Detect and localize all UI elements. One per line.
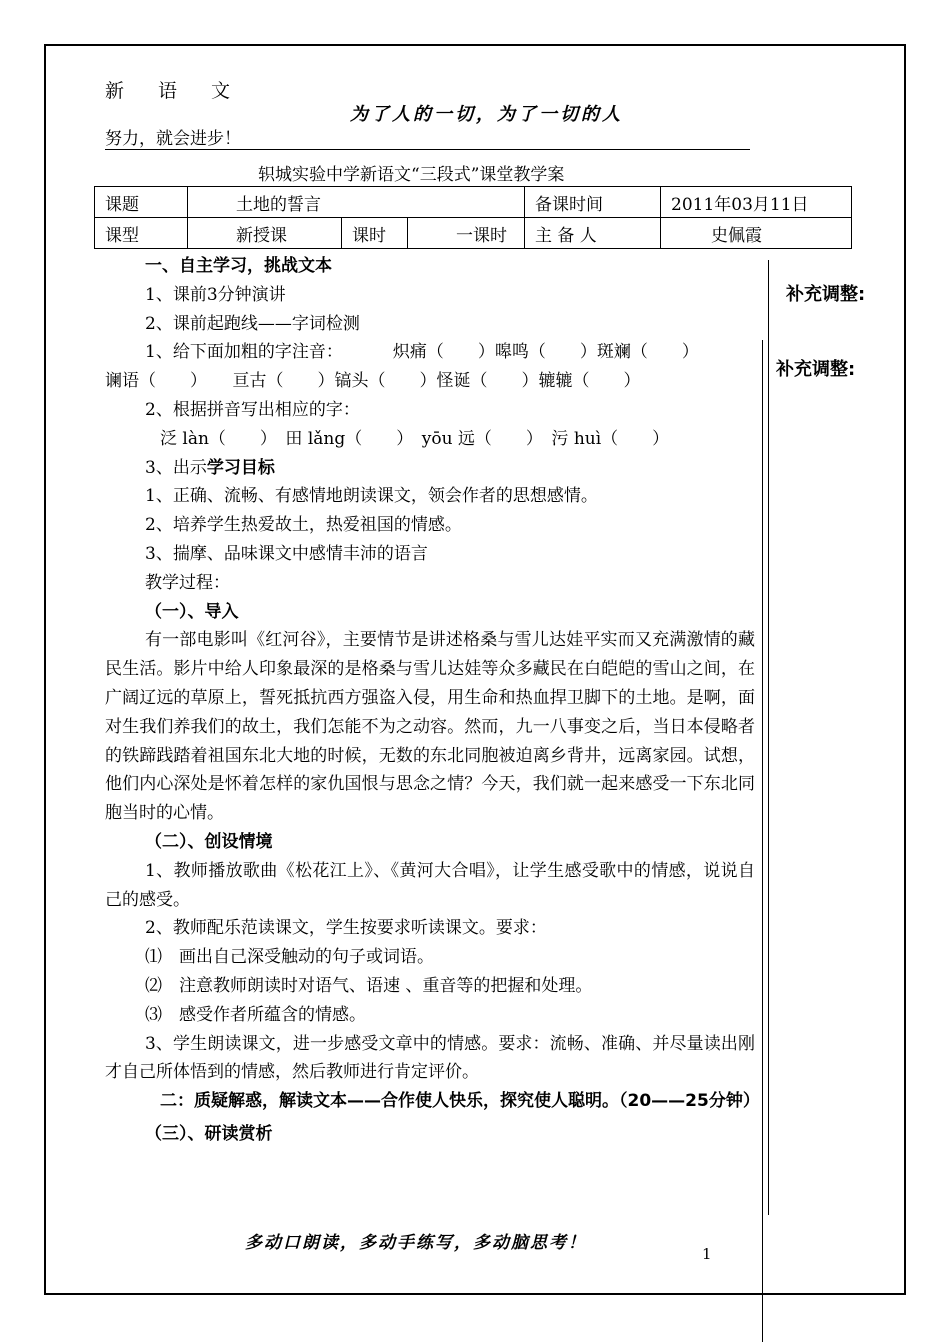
page-number: 1 — [702, 1245, 712, 1263]
q2-intro: 2、根据拼音写出相应的字： — [145, 399, 360, 420]
type-label: 课型 — [95, 218, 188, 249]
s1-item-1: 1、课前3分钟演讲 — [145, 284, 286, 305]
motto-text: 为了人的一切，为了一切的人 — [350, 104, 623, 125]
s1-item-3-prefix: 3、出示 — [145, 457, 207, 478]
period-value: 一课时 — [408, 218, 525, 249]
topic-label: 课题 — [95, 187, 188, 218]
footer-slogan: 多动口朗读，多动手练写，多动脑思考！ — [245, 1233, 587, 1253]
type-value: 新授课 — [188, 218, 342, 249]
s1-item-3 — [105, 454, 755, 483]
encouragement-text: 努力，就会进步！ — [105, 129, 241, 149]
lead-label: 主 备 人 — [525, 218, 661, 249]
prep-time-value: 2011年03月11日 — [661, 187, 852, 218]
q2-line: 泛 làn（ ） 田 lǎng（ ） yōu 远（ ） 污 huì（ ） — [160, 428, 670, 449]
intro-paragraph: 有一部电影叫《红河谷》，主要情节是讲述格桑与雪儿达娃平实而又充满激情的藏民生活。影片中给人印象最深的是格桑与雪儿达娃等众多藏民在白皑皑的雪山之间，在广阔辽远的草原上，誓死抵抗西方强盗入侵，用生命和热血捍卫脚下的土地。是啊，面对生我们养我们的故土，我们怎能不为之动容。然而，九一八事变之后，当日本侵略者的铁蹄践踏着祖国东北大地的时候，无数的东北同胞被迫离乡背井，远离家园。试想，他们内心深处是怀着怎样的家仇国恨与思念之情？今天，我们就一起来感受一下东北同胞当时的心情。 — [105, 630, 755, 824]
part-3-title: （三）、研读赏析 — [145, 1123, 273, 1144]
goal-1: 1、正确、流畅、有感情地朗读课文，领会作者的思想感情。 — [145, 486, 598, 507]
info-row-type — [95, 218, 852, 249]
requirement-1: ⑴ 画出自己深受触动的句子或词语。 — [145, 947, 434, 968]
q1-intro — [105, 338, 755, 367]
brand-header: 新语文 — [105, 80, 265, 102]
topic-value: 土地的誓言 — [188, 187, 525, 218]
supplement-note-2: 补充调整: — [776, 359, 856, 380]
info-row-topic — [95, 187, 852, 218]
q1-line-2: 谰语（ ） 亘古（ ）镐头（ ）怪诞（ ）辘辘（ ） — [105, 371, 641, 392]
lesson-info-table — [94, 186, 852, 249]
step-3: 3、学生朗读课文，进一步感受文章中的情感。要求：流畅、准确、并尽量读出刚才自己所体悟到的情感，然后教师进行肯定评价。 — [105, 1033, 755, 1083]
goal-2: 2、培养学生热爱故土，热爱祖国的情感。 — [145, 515, 462, 536]
step-2: 2、教师配乐范读课文，学生按要求听读课文。要求： — [145, 918, 547, 939]
lesson-content — [105, 252, 760, 1149]
q1-line-1: 炽痛（ ）嗥鸣（ ）斑斓（ ） — [392, 342, 699, 363]
lead-value: 史佩霞 — [661, 218, 852, 249]
supplement-note-1: 补充调整: — [786, 284, 866, 305]
section-1-title: 一、自主学习，挑战文本 — [145, 256, 332, 276]
period-label: 课时 — [342, 218, 408, 249]
header-divider — [105, 149, 750, 150]
requirement-2: ⑵ 注意教师朗读时对语气、语速 、重音等的把握和处理。 — [145, 975, 593, 996]
s1-item-2: 2、课前起跑线——字词检测 — [145, 313, 360, 334]
margin-line-inner — [762, 340, 763, 1342]
part-2-title: （二）、创设情境 — [145, 831, 273, 852]
goal-3: 3、揣摩、品味课文中感情丰沛的语言 — [145, 543, 428, 564]
part-1-title: （一）、导入 — [145, 601, 239, 622]
requirement-3: ⑶ 感受作者所蕴含的情感。 — [145, 1004, 366, 1025]
document-title: 轵城实验中学新语文“三段式”课堂教学案 — [258, 165, 565, 185]
q1-intro-text: 1、给下面加粗的字注音： — [145, 342, 343, 363]
section-2-title: 二：质疑解惑，解读文本——合作使人快乐，探究使人聪明。（20——25分钟） — [160, 1091, 760, 1112]
margin-line-outer — [768, 260, 769, 1215]
process-label: 教学过程： — [145, 572, 230, 593]
step-1: 1、教师播放歌曲《松花江上》、《黄河大合唱》，让学生感受歌中的情感，说说自己的感受。 — [105, 860, 755, 910]
prep-time-label: 备课时间 — [525, 187, 661, 218]
s1-item-3-bold: 学习目标 — [206, 457, 275, 478]
